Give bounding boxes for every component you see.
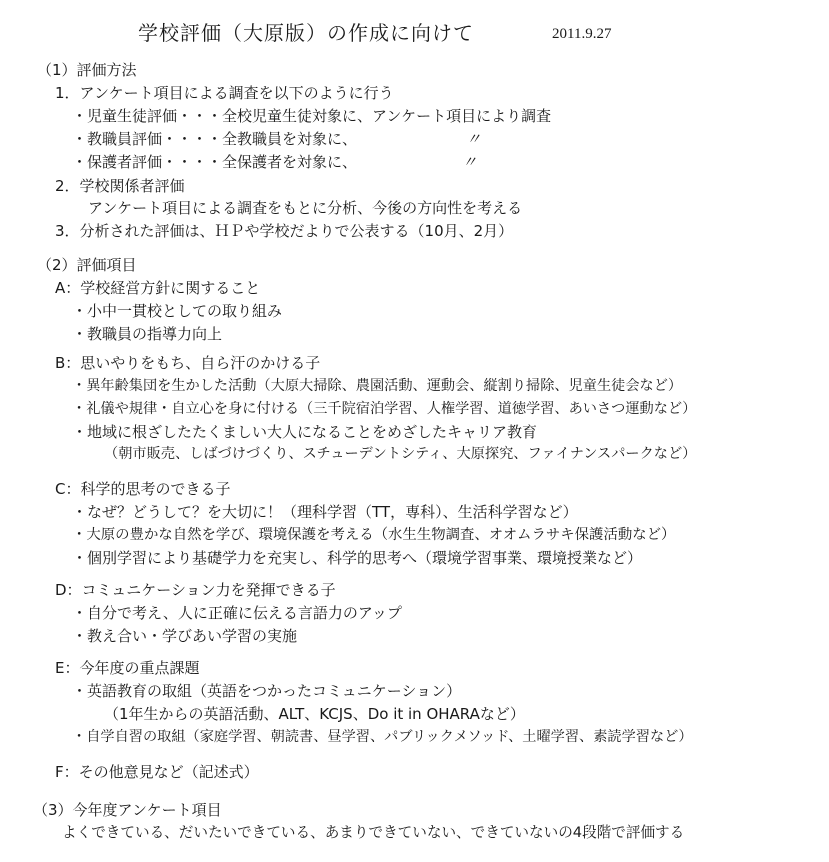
item-2-stakeholder-evaluation: 2．学校関係者評価 bbox=[55, 177, 185, 195]
category-a-bullet-2: ・教職員の指導力向上 bbox=[72, 325, 223, 343]
category-d-bullet-1: ・自分で考え、人に正確に伝える言語力のアップ bbox=[72, 604, 402, 622]
category-c-heading: C：科学的思考のできる子 bbox=[55, 480, 231, 498]
category-e-bullet-1: ・英語教育の取組（英語をつかったコミュニケーション） bbox=[72, 682, 462, 700]
category-c-bullet-2: ・大原の豊かな自然を学び、環境保護を考える（水生生物調査、オオムラサキ保護活動など） bbox=[72, 527, 676, 543]
item-3-publication: 3．分析された評価は、ＨＰや学校だよりで公表する（10月、2月） bbox=[55, 222, 514, 240]
ditto-mark-staff: 〃 bbox=[466, 130, 482, 148]
category-b-bullet-1: ・異年齢集団を生かした活動（大原大掃除、農園活動、運動会、縦割り掃除、児童生徒会など） bbox=[72, 378, 683, 394]
category-c-bullet-3: ・個別学習により基礎学力を充実し、科学的思考へ（環境学習事業、環境授業など） bbox=[72, 549, 643, 567]
category-f-heading: F：その他意見など（記述式） bbox=[55, 763, 259, 781]
document-title: 学校評価（大原版）の作成に向けて bbox=[138, 21, 474, 45]
bullet-student-evaluation: ・児童生徒評価・・・全校児童生徒対象に、アンケート項目により調査 bbox=[72, 107, 552, 125]
category-e-bullet-2: ・自学自習の取組（家庭学習、朝読書、昼学習、パブリックメソッド、土曜学習、素読学習など） bbox=[72, 729, 693, 745]
section-3-heading: （3）今年度アンケート項目 bbox=[33, 801, 222, 819]
category-e-bullet-1-examples: （1年生からの英語活動、ALT、KCJS、Do it in OHARAなど） bbox=[104, 705, 525, 723]
bullet-guardian-evaluation: ・保護者評価・・・・全保護者を対象に、 bbox=[72, 153, 358, 171]
bullet-staff-evaluation: ・教職員評価・・・・全教職員を対象に、 bbox=[72, 130, 358, 148]
category-a-heading: A：学校経営方針に関すること bbox=[55, 279, 261, 297]
item-2-description: アンケート項目による調査をもとに分析、今後の方向性を考える bbox=[88, 199, 523, 217]
category-d-heading: D：コミュニケーション力を発揮できる子 bbox=[55, 581, 336, 599]
item-1-survey: 1．アンケート項目による調査を以下のように行う bbox=[55, 84, 394, 102]
category-b-heading: B：思いやりをもち、自ら汗のかける子 bbox=[55, 354, 321, 372]
category-b-bullet-3-examples: （朝市販売、しばづけづくり、スチューデントシティ、大原探究、ファイナンスパークなど） bbox=[104, 446, 697, 462]
document-date: 2011.9.27 bbox=[552, 26, 612, 42]
category-b-bullet-3: ・地域に根ざしたたくましい大人になることをめざしたキャリア教育 bbox=[72, 423, 538, 441]
section-1-heading: （1）評価方法 bbox=[37, 61, 137, 79]
section-2-heading: （2）評価項目 bbox=[37, 256, 137, 274]
category-d-bullet-2: ・教え合い・学びあい学習の実施 bbox=[72, 627, 298, 645]
category-a-bullet-1: ・小中一貫校としての取り組み bbox=[72, 302, 283, 320]
category-e-heading: E：今年度の重点課題 bbox=[55, 659, 200, 677]
category-b-bullet-2: ・礼儀や規律・自立心を身に付ける（三千院宿泊学習、人権学習、道徳学習、あいさつ運動など） bbox=[72, 401, 697, 417]
category-c-bullet-1: ・なぜ？どうして？を大切に！（理科学習（TT，専科）、生活科学習など） bbox=[72, 503, 578, 521]
section-3-description: よくできている、だいたいできている、あまりできていない、できていないの4段階で評価する bbox=[62, 824, 685, 841]
ditto-mark-guardian: 〃 bbox=[462, 153, 478, 171]
